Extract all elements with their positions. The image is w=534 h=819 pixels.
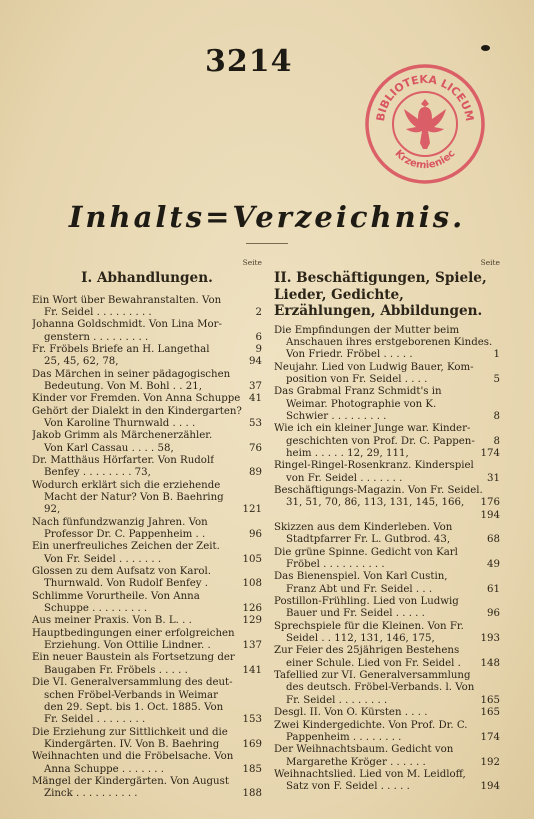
toc-line xyxy=(274,362,500,374)
toc-line xyxy=(32,418,262,430)
entry-text: Die Empfindungen der Mutter beim xyxy=(274,324,460,336)
toc-line xyxy=(32,492,262,504)
seite-label: Seite xyxy=(242,258,262,267)
entry-text: Das Bienenspiel. Von Karl Custin, xyxy=(274,571,448,583)
toc-line xyxy=(32,727,262,739)
entry-text: Fröbel . . . . . . . . . . xyxy=(286,559,385,571)
toc-line xyxy=(274,497,500,509)
toc-line xyxy=(32,714,262,726)
toc-entry xyxy=(32,480,262,517)
page-number: 176 xyxy=(480,497,500,509)
toc-entry xyxy=(32,430,262,455)
entry-text: Schwier . . . . . . . . . xyxy=(286,410,387,422)
entry-text: Weihnachtslied. Lied von M. Leidloff, xyxy=(274,768,466,780)
page-number: 37 xyxy=(249,380,262,392)
page-number: 129 xyxy=(242,615,262,627)
toc-entry xyxy=(274,460,500,485)
entry-text: schen Fröbel-Verbands in Weimar xyxy=(44,689,218,701)
page-number: 53 xyxy=(249,417,262,429)
entry-text: Mängel der Kindergärten. Von August xyxy=(32,775,229,787)
page-number: 105 xyxy=(242,553,262,565)
entry-list xyxy=(32,295,262,801)
entry-text: heim . . . . . 12, 29, 111, xyxy=(286,447,409,459)
entry-text: Ringel-Ringel-Rosenkranz. Kinderspiel xyxy=(274,460,474,472)
toc-line xyxy=(32,566,262,578)
toc-entry xyxy=(32,751,262,776)
page-number: 185 xyxy=(242,763,262,775)
toc-entry xyxy=(274,423,500,460)
toc-entry xyxy=(32,369,262,394)
toc-line xyxy=(32,751,262,763)
toc-line xyxy=(274,386,500,398)
toc-line xyxy=(32,356,262,368)
entry-text: Hauptbedingungen einer erfolgreichen xyxy=(32,627,235,639)
toc-line xyxy=(274,423,500,435)
toc-line xyxy=(274,510,500,522)
entry-text: Tafellied zur VI. Generalversammlung xyxy=(274,670,471,682)
toc-line xyxy=(32,702,262,714)
page-number: 6 xyxy=(255,331,262,343)
toc-line xyxy=(32,677,262,689)
entry-text: des deutsch. Fröbel-Verbands. l. Von xyxy=(286,682,475,694)
toc-line xyxy=(32,591,262,603)
entry-text: genstern . . . . . . . . . xyxy=(44,331,149,343)
page-number: 137 xyxy=(242,640,262,652)
entry-text: 25, 45, 62, 78, xyxy=(44,356,119,368)
entry-text: Desgl. II. Von O. Kürsten . . . . xyxy=(274,707,428,719)
toc-entry xyxy=(274,596,500,621)
toc-line xyxy=(274,337,500,349)
toc-line xyxy=(32,541,262,553)
page-number: 31 xyxy=(487,472,500,484)
toc-line xyxy=(32,776,262,788)
toc-entry xyxy=(274,621,500,646)
entry-text: Die Erziehung zur Sittlichkeit und die xyxy=(32,726,228,738)
toc-entry xyxy=(274,769,500,794)
entry-text: Seidel . . 112, 131, 146, 175, xyxy=(286,633,435,645)
page-number: 188 xyxy=(242,788,262,800)
toc-line xyxy=(274,633,500,645)
seite-label: Seite xyxy=(480,258,500,267)
toc-line xyxy=(32,467,262,479)
toc-line xyxy=(32,455,262,467)
entry-text: Von Karl Cassau . . . . 58, xyxy=(44,442,174,454)
section-heading: II. Beschäftigungen, Spiele, Lieder, Gedichte, Erzählungen, Abbildungen. xyxy=(274,270,487,319)
toc-line xyxy=(32,480,262,492)
page-number: 49 xyxy=(487,559,500,571)
toc-line xyxy=(274,732,500,744)
toc-line xyxy=(274,645,500,657)
page-number: 169 xyxy=(242,738,262,750)
toc-line xyxy=(32,344,262,356)
toc-line xyxy=(32,652,262,664)
stamp-top-text: BIBLIOTEKA LICEUM xyxy=(373,72,477,123)
toc-line xyxy=(32,517,262,529)
entry-text: Kindergärten. IV. Von B. Baehring xyxy=(44,738,220,750)
toc-entry xyxy=(32,628,262,653)
page-number: 9 xyxy=(255,343,262,355)
entry-text: Bauer und Fr. Seidel . . . . . xyxy=(286,608,425,620)
toc-line xyxy=(274,670,500,682)
toc-line xyxy=(274,547,500,559)
toc-line xyxy=(32,665,262,677)
page-number: 165 xyxy=(480,694,500,706)
entry-text: Beschäftigungs-Magazin. Von Fr. Seidel. xyxy=(274,484,483,496)
toc-line xyxy=(32,615,262,627)
entry-text: Ein unerfreuliches Zeichen der Zeit. xyxy=(32,541,220,553)
toc-entry xyxy=(32,344,262,369)
entry-text: Von Karoline Thurnwald . . . . xyxy=(44,417,196,429)
eagle-icon xyxy=(404,99,446,149)
page-number: 108 xyxy=(242,578,262,590)
library-stamp xyxy=(364,63,486,185)
entry-text: Franz Abt und Fr. Seidel . . . xyxy=(286,583,433,595)
left-column xyxy=(32,258,262,801)
toc-line xyxy=(274,448,500,460)
svg-text:Krzemieniec xyxy=(392,148,457,171)
toc-entry xyxy=(32,541,262,566)
entry-text: Bedeutung. Von M. Bohl . . 21, xyxy=(44,380,202,392)
page-number: 165 xyxy=(480,707,500,719)
toc-line xyxy=(274,522,500,534)
toc-entry xyxy=(32,455,262,480)
entry-text: Schuppe . . . . . . . . . xyxy=(44,603,148,615)
entry-text: 31, 51, 70, 86, 113, 131, 145, 166, xyxy=(286,497,465,509)
toc-line xyxy=(32,739,262,751)
toc-entry xyxy=(274,522,500,547)
entry-text: Macht der Natur? Von B. Baehring xyxy=(44,492,224,503)
entry-text: Margarethe Kröger . . . . . . xyxy=(286,756,426,768)
toc-entry xyxy=(32,566,262,591)
entry-text: Aus meiner Praxis. Von B. L. . . xyxy=(32,615,192,627)
toc-line xyxy=(274,584,500,596)
toc-entry xyxy=(274,485,500,522)
entry-text: Schlimme Vorurtheile. Von Anna xyxy=(32,590,200,602)
entry-text: Anschauen ihres erstgeborenen Kindes. xyxy=(286,336,493,348)
toc-line xyxy=(32,628,262,640)
entry-text: geschichten von Prof. Dr. C. Pappen- xyxy=(286,435,475,447)
toc-entry xyxy=(274,645,500,670)
toc-line xyxy=(274,534,500,546)
toc-entry xyxy=(32,319,262,344)
title-rule xyxy=(246,243,288,244)
entry-text: Sprechspiele für die Kleinen. Von Fr. xyxy=(274,620,464,632)
toc-line xyxy=(32,578,262,590)
entry-text: Fr. Fröbels Briefe an H. Langethal xyxy=(32,343,210,355)
entry-text: von Fr. Seidel . . . . . . . xyxy=(286,472,403,484)
page-number: 126 xyxy=(242,603,262,615)
entry-text: Das Märchen in seiner pädagogischen xyxy=(32,368,231,380)
entry-text: Weihnachten und die Fröbelsache. Von xyxy=(32,751,234,763)
toc-entry xyxy=(32,406,262,431)
entry-text: Baugaben Fr. Fröbels . . . . . xyxy=(44,664,188,676)
toc-line xyxy=(274,707,500,719)
toc-line xyxy=(274,473,500,485)
toc-line xyxy=(32,295,262,307)
page-number: 192 xyxy=(480,756,500,768)
page-number: 1 xyxy=(493,349,500,361)
toc-entry xyxy=(32,677,262,726)
page-number: 61 xyxy=(487,583,500,595)
toc-entry xyxy=(32,295,262,320)
toc-line xyxy=(32,529,262,541)
page-number: 96 xyxy=(249,529,262,541)
toc-entry xyxy=(274,547,500,572)
page-number: 194 xyxy=(480,509,500,521)
toc-line xyxy=(274,596,500,608)
toc-entry xyxy=(32,393,262,405)
page-number: 76 xyxy=(249,442,262,454)
page-number: 96 xyxy=(487,608,500,620)
entry-text: Ein Wort über Bewahranstalten. Von xyxy=(32,294,222,306)
toc-line xyxy=(32,603,262,615)
toc-line xyxy=(32,406,262,418)
toc-line xyxy=(274,571,500,583)
right-column xyxy=(274,258,500,794)
page-number: 8 xyxy=(493,435,500,447)
entry-text: Ein neuer Baustein als Fortsetzung der xyxy=(32,652,235,664)
entry-text: Die VI. Generalversammlung des deut- xyxy=(32,677,233,689)
entry-text: Der Weihnachtsbaum. Gedicht von xyxy=(274,744,454,756)
toc-line xyxy=(274,325,500,337)
toc-line xyxy=(274,757,500,769)
entry-text: Glossen zu dem Aufsatz von Karol. xyxy=(32,566,211,578)
page-number: 2 xyxy=(255,306,262,318)
entry-text: 92, xyxy=(44,504,61,516)
entry-text: position von Fr. Seidel . . . . xyxy=(286,373,428,385)
page-number: 94 xyxy=(249,356,262,368)
entry-text: Professor Dr. C. Pappenheim . . xyxy=(44,529,206,541)
entry-text: Gehört der Dialekt in den Kindergarten? xyxy=(32,405,242,417)
toc-entry xyxy=(32,591,262,616)
entry-text: einer Schule. Lied von Fr. Seidel . xyxy=(286,657,461,669)
entry-text: Anna Schuppe . . . . . . . xyxy=(44,763,165,775)
page-number: 174 xyxy=(480,731,500,743)
toc-entry xyxy=(274,670,500,707)
page-number: 5 xyxy=(493,373,500,385)
toc-line xyxy=(274,781,500,793)
toc-line xyxy=(274,559,500,571)
entry-text: Neujahr. Lied von Ludwig Bauer, Kom- xyxy=(274,361,474,373)
entry-text: Zwei Kindergedichte. Von Prof. Dr. C. xyxy=(274,719,468,731)
toc-line xyxy=(32,690,262,702)
toc-line xyxy=(274,744,500,756)
toc-line xyxy=(274,720,500,732)
entry-text: Fr. Seidel . . . . . . . . . xyxy=(44,306,152,318)
toc-line xyxy=(32,554,262,566)
toc-entry xyxy=(274,744,500,769)
page-number: 148 xyxy=(480,657,500,669)
page-number: 153 xyxy=(242,714,262,726)
entry-text: Jakob Grimm als Märchenerzähler. xyxy=(32,430,213,442)
shelf-number: 3214 xyxy=(205,44,293,79)
entry-text: Das Grabmal Franz Schmidt's in xyxy=(274,386,442,398)
entry-text: Satz von F. Seidel . . . . . xyxy=(286,781,410,793)
toc-line xyxy=(274,349,500,361)
toc-line xyxy=(274,682,500,694)
entry-text: Johanna Goldschmidt. Von Lina Mor- xyxy=(32,319,222,331)
toc-line xyxy=(32,307,262,319)
page-number: 8 xyxy=(493,410,500,422)
toc-entry xyxy=(32,727,262,752)
entry-text: Von Friedr. Fröbel . . . . . xyxy=(286,349,413,361)
toc-entry xyxy=(32,517,262,542)
entry-text: Dr. Matthäus Hörfarter. Von Rudolf xyxy=(32,454,214,466)
toc-line xyxy=(32,430,262,442)
page-number: 89 xyxy=(249,467,262,479)
entry-text: Von Fr. Seidel . . . . . . . xyxy=(44,553,162,565)
page-number: 193 xyxy=(480,633,500,645)
page-number: 68 xyxy=(487,534,500,546)
page-number: 121 xyxy=(242,504,262,516)
toc-line xyxy=(274,695,500,707)
toc-entry xyxy=(274,325,500,362)
entry-text: Wodurch erklärt sich die erziehende xyxy=(32,479,221,491)
entry-text: Benfey . . . . . . . . 73, xyxy=(44,467,151,479)
toc-line xyxy=(274,460,500,472)
toc-line xyxy=(274,621,500,633)
entry-text: Zinck . . . . . . . . . . xyxy=(44,788,138,800)
toc-line xyxy=(274,658,500,670)
entry-text: Die grüne Spinne. Gedicht von Karl xyxy=(274,546,458,558)
entry-text: Erziehung. Von Ottilie Lindner. . xyxy=(44,640,211,652)
entry-text: Postillon-Frühling. Lied von Ludwig xyxy=(274,596,459,608)
toc-entry xyxy=(274,707,500,719)
entry-text: Skizzen aus dem Kinderleben. Von xyxy=(274,522,453,533)
entry-text: Zur Feier des 25jährigen Bestehens xyxy=(274,645,460,657)
toc-line xyxy=(32,443,262,455)
toc-entry xyxy=(32,776,262,801)
toc-line xyxy=(32,369,262,381)
toc-line xyxy=(32,319,262,331)
toc-entry xyxy=(274,362,500,387)
page-number: 174 xyxy=(480,447,500,459)
toc-line xyxy=(32,332,262,344)
toc-line xyxy=(274,485,500,497)
page-number: 141 xyxy=(242,664,262,676)
entry-text: den 29. Sept. bis 1. Oct. 1885. Von xyxy=(44,701,224,713)
entry-text: Stadtpfarrer Fr. L. Gutbrod. 43, xyxy=(286,534,451,546)
toc-entry xyxy=(274,386,500,423)
toc-line xyxy=(274,411,500,423)
toc-line xyxy=(274,608,500,620)
toc-entry xyxy=(32,652,262,677)
page-number: 41 xyxy=(249,393,262,405)
entry-text: Thurnwald. Von Rudolf Benfey . xyxy=(44,578,209,590)
stamp-bottom-text: Krzemieniec xyxy=(392,148,458,172)
toc-line xyxy=(32,393,262,405)
entry-list xyxy=(274,325,500,794)
section-heading: I. Abhandlungen. xyxy=(81,270,213,286)
entry-text: Pappenheim . . . . . . . . xyxy=(286,731,402,743)
entry-text: Weimar. Photographie von K. xyxy=(286,398,437,410)
toc-line xyxy=(274,769,500,781)
entry-text: Wie ich ein kleiner Junge war. Kinder- xyxy=(274,423,471,435)
ink-dot xyxy=(481,45,490,51)
toc-entry xyxy=(274,720,500,745)
toc-entry xyxy=(32,615,262,627)
page-number: 194 xyxy=(480,781,500,793)
toc-line xyxy=(32,764,262,776)
toc-entry xyxy=(274,571,500,596)
toc-line xyxy=(274,436,500,448)
toc-line xyxy=(32,640,262,652)
entry-text: Kinder vor Fremden. Von Anna Schuppe xyxy=(32,393,241,405)
toc-line xyxy=(274,399,500,411)
toc-line xyxy=(32,381,262,393)
toc-line xyxy=(274,374,500,386)
entry-text: Nach fünfundzwanzig Jahren. Von xyxy=(32,516,208,528)
entry-text: Fr. Seidel . . . . . . . . xyxy=(286,694,388,706)
entry-text: Fr. Seidel . . . . . . . . xyxy=(44,714,146,726)
page-title: Inhalts=Verzeichnis. xyxy=(68,200,466,234)
toc-line xyxy=(32,504,262,516)
toc-line xyxy=(32,788,262,800)
